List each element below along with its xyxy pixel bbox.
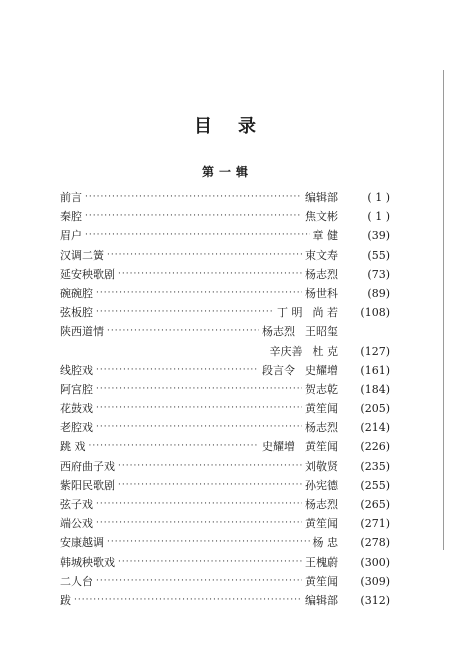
toc-entry[interactable] [60, 322, 390, 341]
toc-entry-page: (184) [360, 382, 390, 396]
leader-dots [96, 361, 259, 380]
leader-dots [118, 476, 302, 495]
leader-dots [96, 284, 302, 303]
toc-entry-title: 端公戏 [60, 517, 93, 531]
toc-entry[interactable] [60, 361, 390, 380]
toc-entry-title: 延安秧歌剧 [60, 267, 115, 281]
toc-entry-page: (235) [360, 459, 390, 473]
leader-dots [85, 226, 310, 245]
leader-dots [96, 303, 274, 322]
toc-entry-page: (265) [360, 498, 390, 511]
toc-entry-author: 段言令 [262, 363, 295, 377]
leader-dots [85, 207, 302, 226]
toc-entry-author: 史耀增 [262, 440, 295, 454]
toc-entry[interactable] [60, 437, 390, 456]
toc-entry[interactable] [60, 188, 390, 207]
toc-entry-title: 弦板腔 [60, 306, 93, 320]
toc-entry-author: 杨志烈 [305, 498, 338, 511]
toc-entry[interactable] [60, 533, 390, 552]
toc-entry-page: (161) [360, 363, 390, 377]
toc-entry[interactable] [60, 246, 390, 265]
toc-entry-title: 西府曲子戏 [60, 459, 115, 473]
toc-entry-authors [262, 322, 338, 341]
toc-entry-title: 阿宫腔 [60, 382, 93, 396]
toc-entry[interactable] [60, 495, 390, 514]
toc-entry[interactable] [60, 457, 390, 476]
leader-dots [96, 514, 302, 533]
toc-entry-continuation[interactable] [60, 342, 390, 361]
toc-entry-page: (108) [360, 306, 390, 320]
toc-entry-title: 秦腔 [60, 210, 82, 224]
leader-dots [107, 533, 310, 552]
toc-entry[interactable] [60, 284, 390, 303]
toc-entry-title: 韩城秧歌戏 [60, 555, 115, 569]
toc-entry[interactable] [60, 476, 390, 495]
toc-entry-page: (300) [360, 555, 390, 569]
toc-entry-page: (214) [360, 421, 390, 435]
toc-entry-authors [262, 437, 338, 456]
leader-dots [96, 380, 302, 399]
leader-dots [107, 322, 259, 341]
toc-entry-coauthor: 尚 若 [312, 306, 338, 320]
leader-dots [96, 418, 302, 437]
toc-entry-author: 杨志烈 [262, 325, 295, 339]
toc-entry[interactable] [60, 418, 390, 437]
toc-entry-author: 孙宪德 [305, 478, 338, 492]
toc-entry-page: (309) [360, 574, 390, 588]
leader-dots [89, 437, 260, 456]
toc-entry-page: (55) [367, 248, 390, 262]
toc-entry[interactable] [60, 572, 390, 591]
toc-entry-author: 贺志乾 [305, 382, 338, 396]
toc-entry[interactable] [60, 207, 390, 226]
toc-entry-page: (39) [367, 229, 390, 243]
toc-entry-page: (89) [367, 286, 390, 300]
toc-entry-author: 编辑部 [305, 191, 338, 204]
toc-entry[interactable] [60, 226, 390, 245]
toc-entry-title: 花鼓戏 [60, 402, 93, 416]
toc-entry[interactable] [60, 591, 390, 610]
leader-dots [85, 188, 302, 207]
toc-entry-author: 黄笙闻 [305, 517, 338, 531]
toc-entry-author: 杨志烈 [305, 267, 338, 281]
toc-entry[interactable] [60, 303, 390, 322]
leader-dots [107, 246, 302, 265]
section-title: 第一辑 [201, 165, 253, 179]
toc-entry-authors [270, 342, 339, 361]
toc-entry-page: (278) [360, 536, 390, 550]
toc-entry-coauthor: 王昭玺 [305, 325, 338, 339]
toc-entry-page: (73) [367, 267, 390, 281]
toc-entry[interactable] [60, 380, 390, 399]
toc-entry-page: (255) [360, 478, 390, 492]
table-of-contents [60, 188, 390, 610]
toc-entry-title: 眉户 [60, 229, 82, 243]
leader-dots [118, 265, 302, 284]
toc-entry-author: 黄笙闻 [305, 402, 338, 416]
toc-entry-page: (271) [360, 517, 390, 531]
toc-entry-title: 前言 [60, 191, 82, 204]
toc-entry-title: 跋 [60, 593, 71, 607]
toc-entry-page: ( 1 ) [367, 210, 390, 224]
toc-entry-title: 陕西道情 [60, 325, 104, 339]
toc-entry-page: (226) [360, 440, 390, 454]
toc-entry-title: 紫阳民歌剧 [60, 478, 115, 492]
leader-dots [118, 553, 302, 572]
toc-entry-coauthor: 黄笙闻 [305, 440, 338, 454]
toc-entry-coauthor: 史耀增 [305, 363, 338, 377]
toc-entry-author: 杨世科 [305, 286, 338, 300]
leader-dots [96, 572, 302, 591]
toc-entry-title: 碗碗腔 [60, 286, 93, 300]
toc-entry-coauthor: 杜 克 [312, 344, 338, 358]
toc-entry-title: 线腔戏 [60, 363, 93, 377]
toc-entry-title: 弦子戏 [60, 498, 93, 511]
toc-entry-page: (312) [360, 593, 390, 607]
toc-entry-title: 老腔戏 [60, 421, 93, 435]
toc-entry[interactable] [60, 514, 390, 533]
toc-entry-title: 汉调二簧 [60, 248, 104, 262]
toc-entry-author: 编辑部 [305, 593, 338, 607]
leader-dots [96, 399, 302, 418]
toc-entry-author: 丁 明 [277, 306, 303, 320]
toc-entry-author: 杨志烈 [305, 421, 338, 435]
toc-entry-authors [262, 361, 338, 380]
toc-entry-author: 束文寿 [305, 248, 338, 262]
toc-entry-page: ( 1 ) [367, 191, 390, 204]
page-edge-line [443, 70, 444, 550]
leader-dots [118, 457, 302, 476]
toc-entry-title: 二人台 [60, 574, 93, 588]
toc-entry-authors [277, 303, 338, 322]
leader-dots [96, 495, 302, 514]
toc-entry-author: 章 健 [312, 229, 338, 243]
page-title: 目录 [194, 116, 282, 137]
toc-entry-author: 刘敬贤 [305, 459, 338, 473]
toc-entry-author: 辛庆善 [269, 344, 303, 358]
toc-entry-author: 黄笙闻 [305, 574, 338, 588]
toc-entry-author: 杨 忠 [312, 536, 338, 550]
toc-entry[interactable] [60, 399, 390, 418]
leader-dots [74, 591, 302, 610]
toc-entry[interactable] [60, 553, 390, 572]
toc-entry-author: 王槐蔚 [305, 555, 338, 569]
toc-entry-title: 跳 戏 [60, 440, 86, 454]
toc-entry-author: 焦文彬 [305, 210, 338, 224]
toc-entry[interactable] [60, 265, 390, 284]
toc-entry-page: (127) [360, 344, 390, 358]
toc-entry-page: (205) [360, 402, 390, 416]
toc-entry-title: 安康越调 [60, 536, 104, 550]
